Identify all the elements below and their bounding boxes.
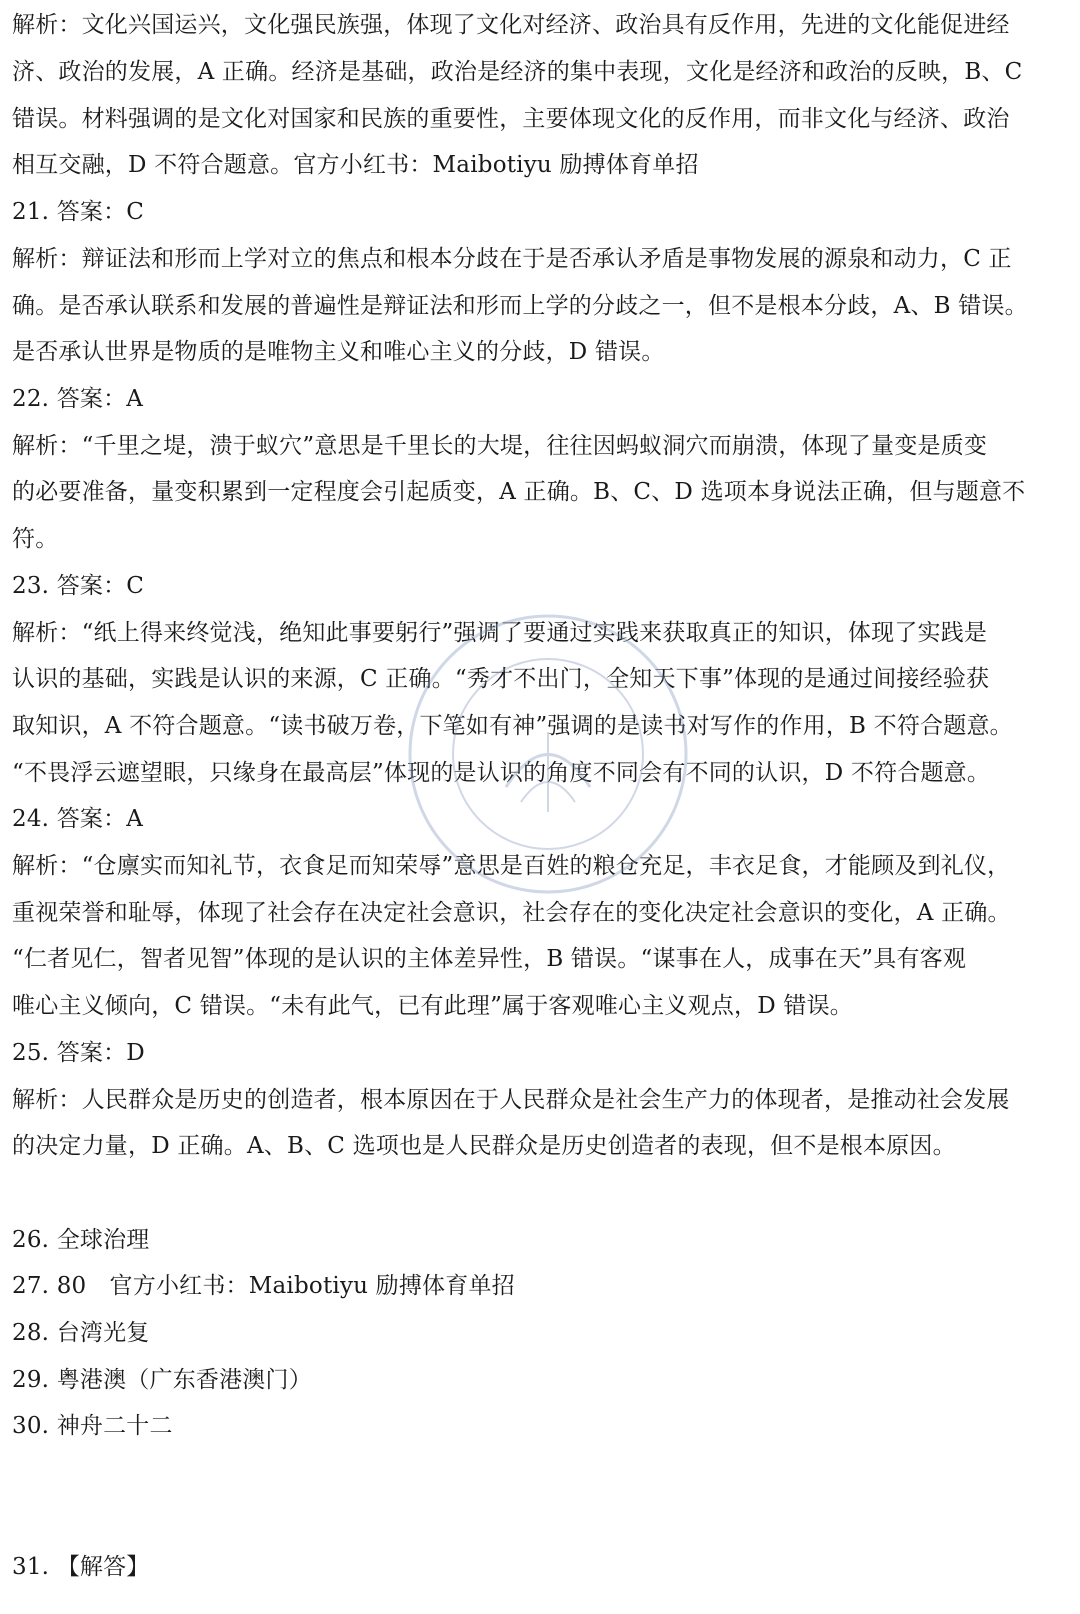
text-line: 解析：“仓廪实而知礼节，衣食足而知荣辱”意思是百姓的粮仓充足，丰衣足食，才能顾及到礼仪， — [12, 853, 1011, 879]
text-line: 认识的基础，实践是认识的来源，C 正确。“秀才不出门，全知天下事”体现的是通过间接经验获 — [12, 666, 990, 692]
text-line: 是否承认世界是物质的是唯物主义和唯心主义的分歧，D 错误。 — [12, 339, 665, 365]
text-line: 的必要准备，量变积累到一定程度会引起质变，A 正确。B、C、D 选项本身说法正确，但与题意不 — [12, 479, 1026, 505]
answer-heading: 24. 答案：A — [12, 806, 144, 832]
fill-answer: 29. 粤港澳（广东香港澳门） — [12, 1367, 312, 1393]
fill-answer: 30. 神舟二十二 — [12, 1413, 173, 1439]
text-line: 重视荣誉和耻辱，体现了社会存在决定社会意识，社会存在的变化决定社会意识的变化，A 正确。 — [12, 900, 1011, 926]
fill-answer: 26. 全球治理 — [12, 1227, 150, 1253]
text-line: 解析：文化兴国运兴，文化强民族强，体现了文化对经济、政治具有反作用，先进的文化能促进经 — [12, 12, 1010, 38]
section-heading: 31. 【解答】 — [12, 1554, 150, 1580]
text-line: 解析：人民群众是历史的创造者，根本原因在于人民群众是社会生产力的体现者，是推动社会发展 — [12, 1087, 1010, 1113]
text-line: 济、政治的发展，A 正确。经济是基础，政治是经济的集中表现，文化是经济和政治的反映，B、C — [12, 59, 1023, 85]
text-line: 错误。材料强调的是文化对国家和民族的重要性，主要体现文化的反作用，而非文化与经济、政治 — [12, 106, 1010, 132]
text-line: “仁者见仁，智者见智”体现的是认识的主体差异性，B 错误。“谋事在人，成事在天”具有客观 — [12, 946, 967, 972]
text-line: 确。是否承认联系和发展的普遍性是辩证法和形而上学的分歧之一，但不是根本分歧，A、B 错误。 — [12, 293, 1028, 319]
text-line: 相互交融，D 不符合题意。官方小红书：Maibotiyu 励搏体育单招 — [12, 152, 699, 178]
text-line: “不畏浮云遮望眼，只缘身在最高层”体现的是认识的角度不同会有不同的认识，D 不符合题意。 — [12, 760, 991, 786]
text-line: 唯心主义倾向，C 错误。“未有此气，已有此理”属于客观唯心主义观点，D 错误。 — [12, 993, 853, 1019]
text-line: 符。 — [12, 526, 59, 552]
fill-answer: 28. 台湾光复 — [12, 1320, 150, 1346]
answer-heading: 23. 答案：C — [12, 573, 145, 599]
text-line: 解析：“千里之堤，溃于蚁穴”意思是千里长的大堤，往往因蚂蚁洞穴而崩溃，体现了量变是质变 — [12, 433, 988, 459]
text-line: 解析：“纸上得来终觉浅，绝知此事要躬行”强调了要通过实践来获取真正的知识，体现了实践是 — [12, 620, 988, 646]
text-line: 的决定力量，D 正确。A、B、C 选项也是人民群众是历史创造者的表现，但不是根本原因。 — [12, 1133, 956, 1159]
text-line: 解析：辩证法和形而上学对立的焦点和根本分歧在于是否承认矛盾是事物发展的源泉和动力，C 正 — [12, 246, 1012, 272]
answer-heading: 22. 答案：A — [12, 386, 144, 412]
answer-heading: 21. 答案：C — [12, 199, 145, 225]
answer-heading: 25. 答案：D — [12, 1040, 145, 1066]
fill-answer: 27. 80 官方小红书：Maibotiyu 励搏体育单招 — [12, 1273, 515, 1299]
text-line: 取知识，A 不符合题意。“读书破万卷，下笔如有神”强调的是读书对写作的作用，B 不符合题意。 — [12, 713, 1013, 739]
